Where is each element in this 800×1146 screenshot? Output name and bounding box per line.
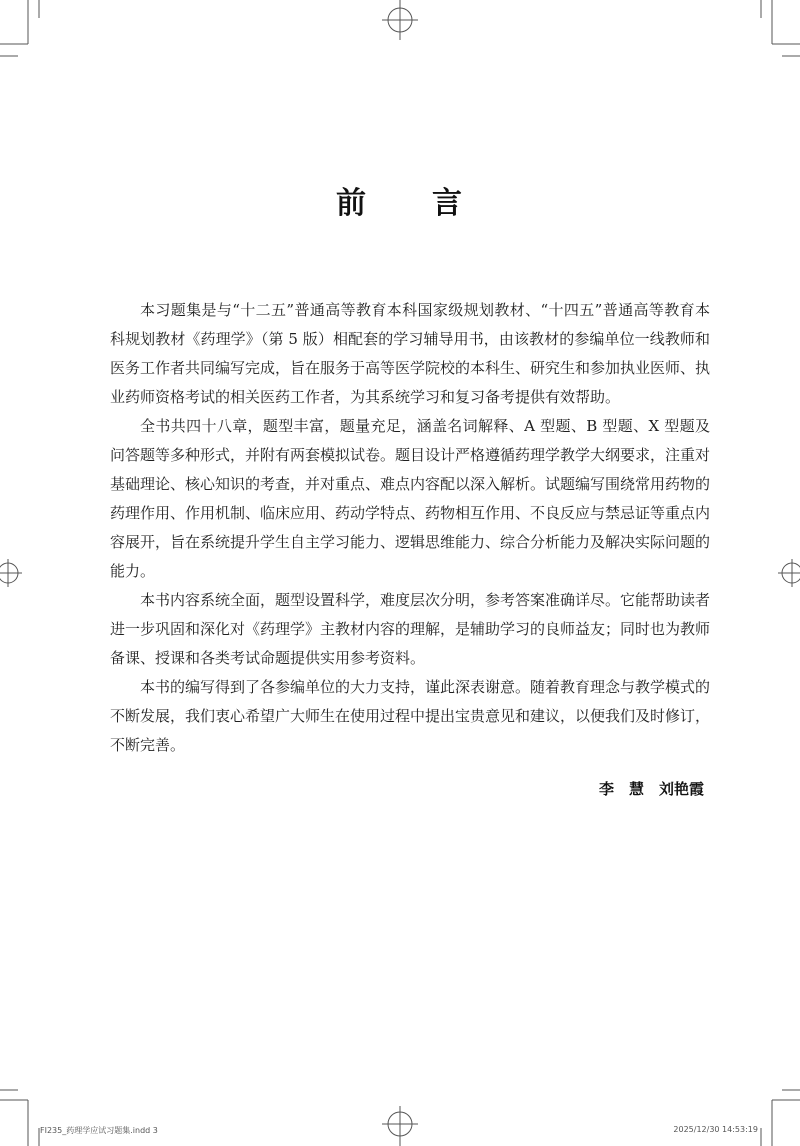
preface-paragraph-2: 全书共四十八章，题型丰富，题量充足，涵盖名词解释、A 型题、B 型题、X 型题及问答题等多种形式，并附有两套模拟试卷。题目设计严格遵循药理学教学大纲要求，注重对基础理论、核心知识的考查，并对重点、难点内容配以深入解析。试题编写围绕常用药物的药理作用、作用机制、临床应用、药动学特点、药物相互作用、不良反应与禁忌证等重点内容展开，旨在系统提升学生自主学习能力、逻辑思维能力、综合分析能力及解决实际问题的能力。 (110, 417, 711, 580)
footer-file-info: FI235_药理学应试习题集.indd 3 (40, 1126, 158, 1135)
page-title: 前 言 (336, 186, 464, 221)
footer-timestamp: 2025/12/30 14:53:19 (673, 1125, 758, 1134)
preface-paragraph-3: 本书内容系统全面，题型设置科学，难度层次分明，参考答案准确详尽。它能帮助读者进一步巩固和深化对《药理学》主教材内容的理解，是辅助学习的良师益友；同时也为教师备课、授课和各类考试命题提供实用参考资料。 (110, 591, 711, 667)
preface-body (110, 296, 710, 760)
preface-paragraph-4: 本书的编写得到了各参编单位的大力支持，谨此深表谢意。随着教育理念与教学模式的不断发展，我们衷心希望广大师生在使用过程中提出宝贵意见和建议，以便我们及时修订，不断完善。 (110, 678, 711, 754)
author-signature: 李 慧 刘艳霞 (598, 780, 704, 798)
preface-paragraph-1: 本习题集是与“十二五”普通高等教育本科国家级规划教材、“十四五”普通高等教育本科规划教材《药理学》（第 5 版）相配套的学习辅导用书，由该教材的参编单位一线教师和医务工作者共同编写完成，旨在服务于高等医学院校的本科生、研究生和参加执业医师、执业药师资格考试的相关医药工作者，为其系统学习和复习备考提供有效帮助。 (110, 301, 711, 406)
